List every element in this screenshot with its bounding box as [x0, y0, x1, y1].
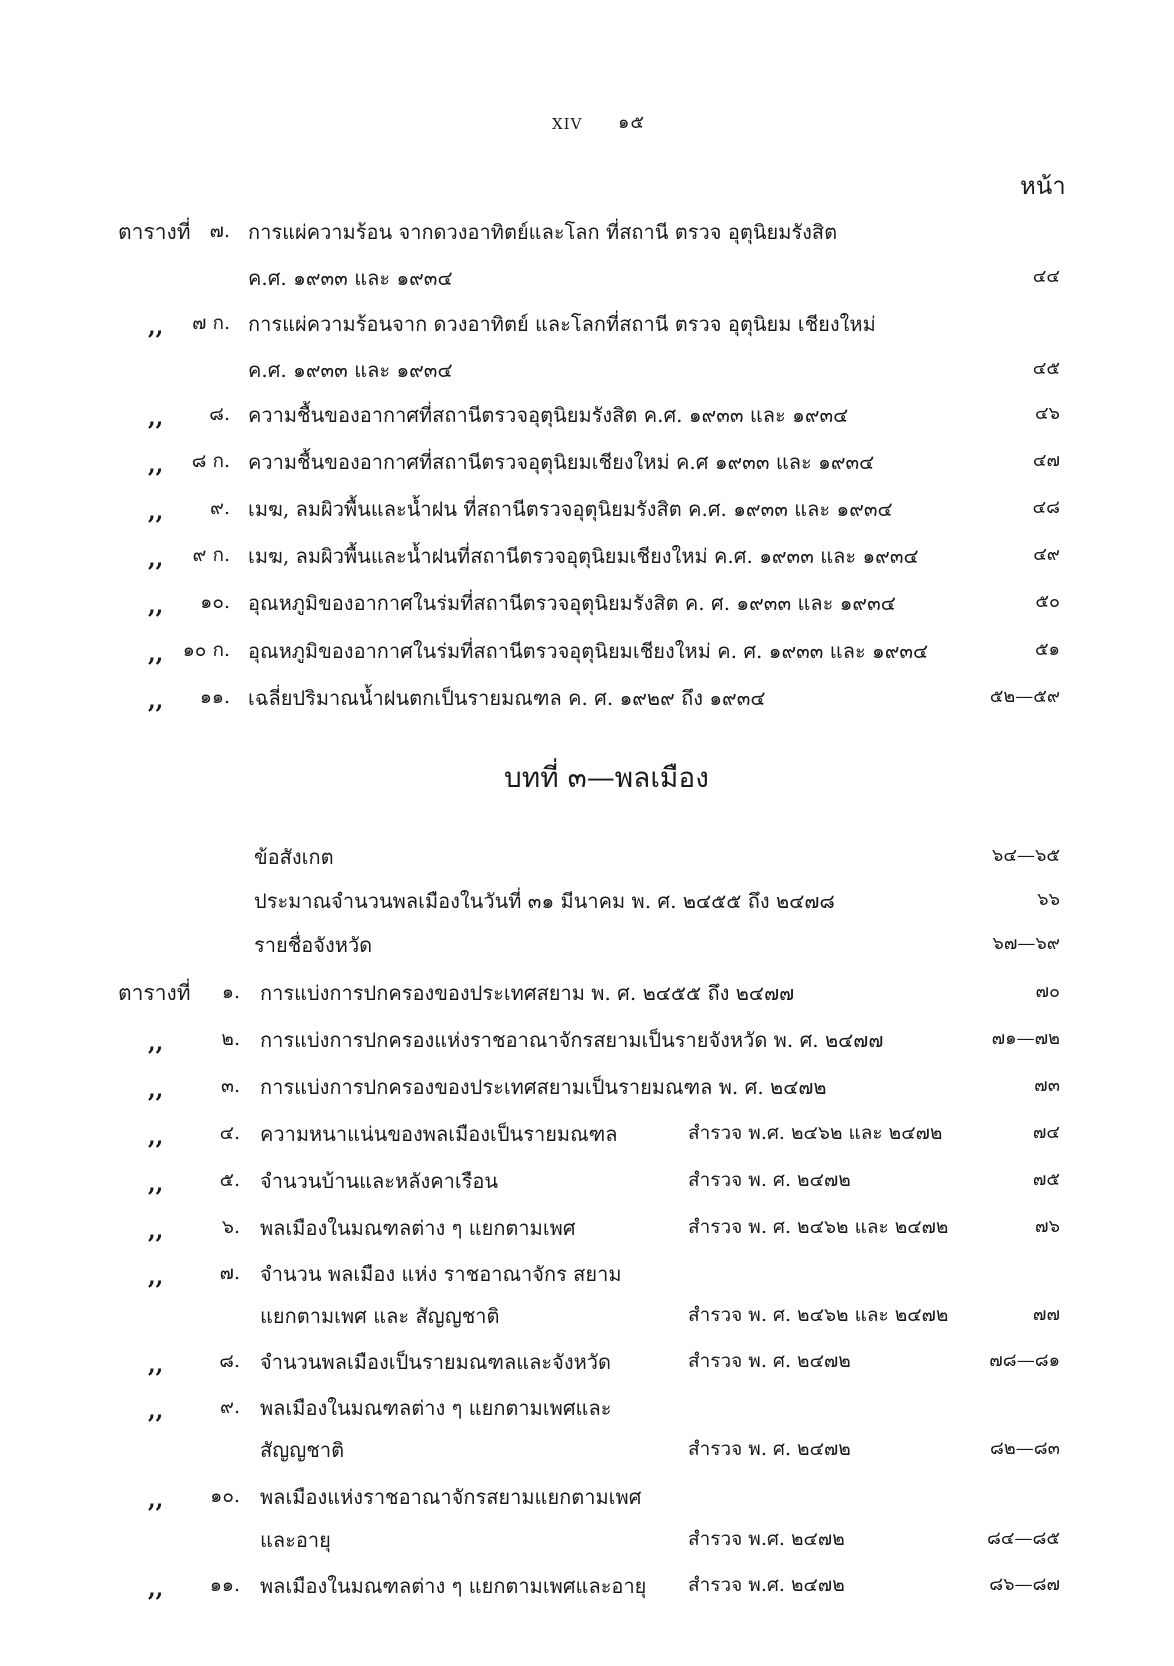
row-title: พลเมืองในมณฑลต่าง ๆ แยกตามเพศและ — [260, 1396, 612, 1420]
ditto-mark: ,, — [148, 641, 164, 667]
page-number: ๔๘ — [1032, 497, 1060, 518]
item-title: ข้อสังเกต — [254, 845, 334, 869]
row-number: ๙ ก. — [192, 544, 230, 566]
survey-note: สำรวจ พ.ศ. ๒๔๗๒ — [688, 1528, 845, 1550]
page-header-thai: ๑๕ — [618, 112, 646, 133]
row-title: การแบ่งการปกครองแห่งราชอาณาจักรสยามเป็นรายจังหวัด พ. ศ. ๒๔๗๗ — [260, 1028, 884, 1052]
survey-note: สำรวจ พ. ศ. ๒๔๗๒ — [688, 1169, 851, 1191]
page-number: ๗๐ — [1035, 981, 1060, 1002]
page-number: ๔๙ — [1033, 544, 1060, 565]
ditto-mark: ,, — [148, 1218, 164, 1244]
page-number: ๖๔—๖๕ — [991, 845, 1060, 866]
ditto-mark: ,, — [148, 405, 164, 431]
page-number: ๗๓ — [1034, 1075, 1060, 1096]
ditto-mark: ,, — [148, 452, 164, 478]
page-number: ๗๑—๗๒ — [991, 1028, 1060, 1049]
ditto-mark: ,, — [148, 1171, 164, 1197]
row-number: ๙. — [210, 497, 230, 519]
chapter-title: บทที่ ๓—พลเมือง — [504, 761, 709, 794]
page-number: ๖๖ — [1037, 889, 1060, 910]
page-number: ๗๖ — [1035, 1216, 1060, 1237]
ditto-mark: ,, — [148, 1487, 164, 1513]
page-number: ๕๒—๕๙ — [989, 686, 1060, 707]
row-number: ๗. — [219, 1262, 240, 1284]
row-number: ๘. — [209, 403, 230, 425]
row-number: ๔. — [219, 1122, 240, 1144]
item-title: ประมาณจำนวนพลเมืองในวันที่ ๓๑ มีนาคม พ. ศ. ๒๔๕๕ ถึง ๒๔๗๘ — [254, 889, 835, 913]
row-number: ๕. — [219, 1169, 240, 1191]
row-title: การแบ่งการปกครองของประเทศสยามเป็นรายมณฑล พ. ศ. ๒๔๗๒ — [260, 1075, 827, 1099]
page-column-heading: หน้า — [1020, 172, 1066, 200]
row-number: ๒. — [221, 1028, 240, 1050]
row-number: ๑๐. — [210, 1485, 240, 1507]
ditto-mark: ,, — [148, 1124, 164, 1150]
ditto-mark: ,, — [148, 1077, 164, 1103]
row-title: พลเมืองแห่งราชอาณาจักรสยามแยกตามเพศ — [260, 1485, 642, 1509]
row-title: เมฆ, ลมผิวพื้นและน้ำฝน ที่สถานีตรวจอุตุนิยมรังสิต ค.ศ. ๑๙๓๓ และ ๑๙๓๔ — [248, 497, 893, 521]
row-title: ค.ศ. ๑๙๓๓ และ ๑๙๓๔ — [248, 358, 453, 382]
ditto-mark: ,, — [148, 546, 164, 572]
row-number: ๑๑. — [209, 1574, 240, 1596]
table-label: ตารางที่ — [118, 981, 191, 1005]
page-number: ๕๑ — [1034, 639, 1060, 660]
row-title: การแผ่ความร้อน จากดวงอาทิตย์และโลก ที่สถานี ตรวจ อุตุนิยมรังสิต — [248, 220, 838, 244]
row-title: การแบ่งการปกครองของประเทศสยาม พ. ศ. ๒๔๕๕ ถึง ๒๔๗๗ — [260, 981, 795, 1005]
ditto-mark: ,, — [148, 1576, 164, 1602]
row-number: ๘. — [219, 1350, 240, 1372]
survey-note: สำรวจ พ. ศ. ๒๔๖๒ และ ๒๔๗๒ — [688, 1216, 949, 1238]
row-number: ๗. — [209, 220, 230, 242]
ditto-mark: ,, — [148, 688, 164, 714]
page-number: ๔๖ — [1034, 403, 1060, 424]
row-title: ค.ศ. ๑๙๓๓ และ ๑๙๓๔ — [248, 266, 453, 290]
row-title: สัญญชาติ — [260, 1438, 345, 1462]
row-number: ๓. — [220, 1075, 240, 1097]
page-number: ๗๕ — [1032, 1169, 1060, 1190]
page-number: ๗๘—๘๑ — [989, 1350, 1060, 1371]
page-number: ๔๗ — [1032, 450, 1060, 471]
row-title: ความชื้นของอากาศที่สถานีตรวจอุตุนิยมรังสิต ค.ศ. ๑๙๓๓ และ ๑๙๓๔ — [248, 403, 849, 427]
survey-note: สำรวจ พ.ศ. ๒๔๗๒ — [688, 1574, 845, 1596]
ditto-mark: ,, — [148, 499, 164, 525]
survey-note: สำรวจ พ. ศ. ๒๔๖๒ และ ๒๔๗๒ — [688, 1304, 949, 1326]
row-title: ความหนาแน่นของพลเมืองเป็นรายมณฑล — [260, 1122, 618, 1146]
page-number: ๕๐ — [1035, 591, 1060, 612]
page-number: ๗๔ — [1032, 1122, 1060, 1143]
row-number: ๑๐ ก. — [182, 639, 230, 661]
ditto-mark: ,, — [148, 1352, 164, 1378]
row-title: พลเมืองในมณฑลต่าง ๆ แยกตามเพศ — [260, 1216, 576, 1240]
table-label: ตารางที่ — [118, 220, 191, 244]
page-number: ๔๔ — [1032, 266, 1060, 287]
page-number: ๗๗ — [1032, 1304, 1060, 1325]
row-title: อุณหภูมิของอากาศในร่มที่สถานีตรวจอุตุนิยมเชียงใหม่ ค. ศ. ๑๙๓๓ และ ๑๙๓๔ — [248, 639, 929, 663]
row-title: จำนวนบ้านและหลังคาเรือน — [260, 1169, 499, 1193]
row-title: แยกตามเพศ และ สัญญชาติ — [260, 1304, 500, 1328]
survey-note: สำรวจ พ. ศ. ๒๔๗๒ — [688, 1350, 851, 1372]
row-number: ๗ ก. — [192, 312, 230, 334]
row-title: การแผ่ความร้อนจาก ดวงอาทิตย์ และโลกที่สถานี ตรวจ อุตุนิยม เชียงใหม่ — [248, 312, 876, 336]
page-number: ๘๖—๘๗ — [989, 1574, 1060, 1595]
row-number: ๙. — [220, 1396, 240, 1418]
row-number: ๑. — [221, 981, 240, 1003]
row-title: จำนวน พลเมือง แห่ง ราชอาณาจักร สยาม — [260, 1262, 622, 1286]
page-number: ๘๔—๘๕ — [986, 1528, 1060, 1549]
row-title: และอายุ — [260, 1528, 331, 1552]
page-number: ๔๕ — [1032, 358, 1060, 379]
page-header-roman: XIV — [552, 115, 583, 133]
ditto-mark: ,, — [148, 593, 164, 619]
page-number: ๖๗—๖๙ — [992, 933, 1060, 954]
item-title: รายชื่อจังหวัด — [254, 933, 373, 957]
row-number: ๑๐. — [200, 591, 230, 613]
row-title: เมฆ, ลมผิวพื้นและน้ำฝนที่สถานีตรวจอุตุนิยมเชียงใหม่ ค.ศ. ๑๙๓๓ และ ๑๙๓๔ — [248, 544, 919, 568]
row-number: ๑๑. — [199, 686, 230, 708]
ditto-mark: ,, — [148, 314, 164, 340]
survey-note: สำรวจ พ. ศ. ๒๔๗๒ — [688, 1438, 851, 1460]
survey-note: สำรวจ พ.ศ. ๒๔๖๒ และ ๒๔๗๒ — [688, 1122, 943, 1144]
row-number: ๖. — [221, 1216, 240, 1238]
row-title: พลเมืองในมณฑลต่าง ๆ แยกตามเพศและอายุ — [260, 1574, 647, 1598]
row-title: จำนวนพลเมืองเป็นรายมณฑลและจังหวัด — [260, 1350, 612, 1374]
page-number: ๘๒—๘๓ — [990, 1438, 1060, 1459]
ditto-mark: ,, — [148, 1030, 164, 1056]
row-number: ๘ ก. — [191, 450, 230, 472]
row-title: เฉลี่ยปริมาณน้ำฝนตกเป็นรายมณฑล ค. ศ. ๑๙๒๙ ถึง ๑๙๓๔ — [248, 686, 766, 710]
row-title: ความชื้นของอากาศที่สถานีตรวจอุตุนิยมเชียงใหม่ ค.ศ ๑๙๓๓ และ ๑๙๓๔ — [248, 450, 875, 474]
ditto-mark: ,, — [148, 1398, 164, 1424]
ditto-mark: ,, — [148, 1264, 164, 1290]
row-title: อุณหภูมิของอากาศในร่มที่สถานีตรวจอุตุนิยมรังสิต ค. ศ. ๑๙๓๓ และ ๑๙๓๔ — [248, 591, 896, 615]
